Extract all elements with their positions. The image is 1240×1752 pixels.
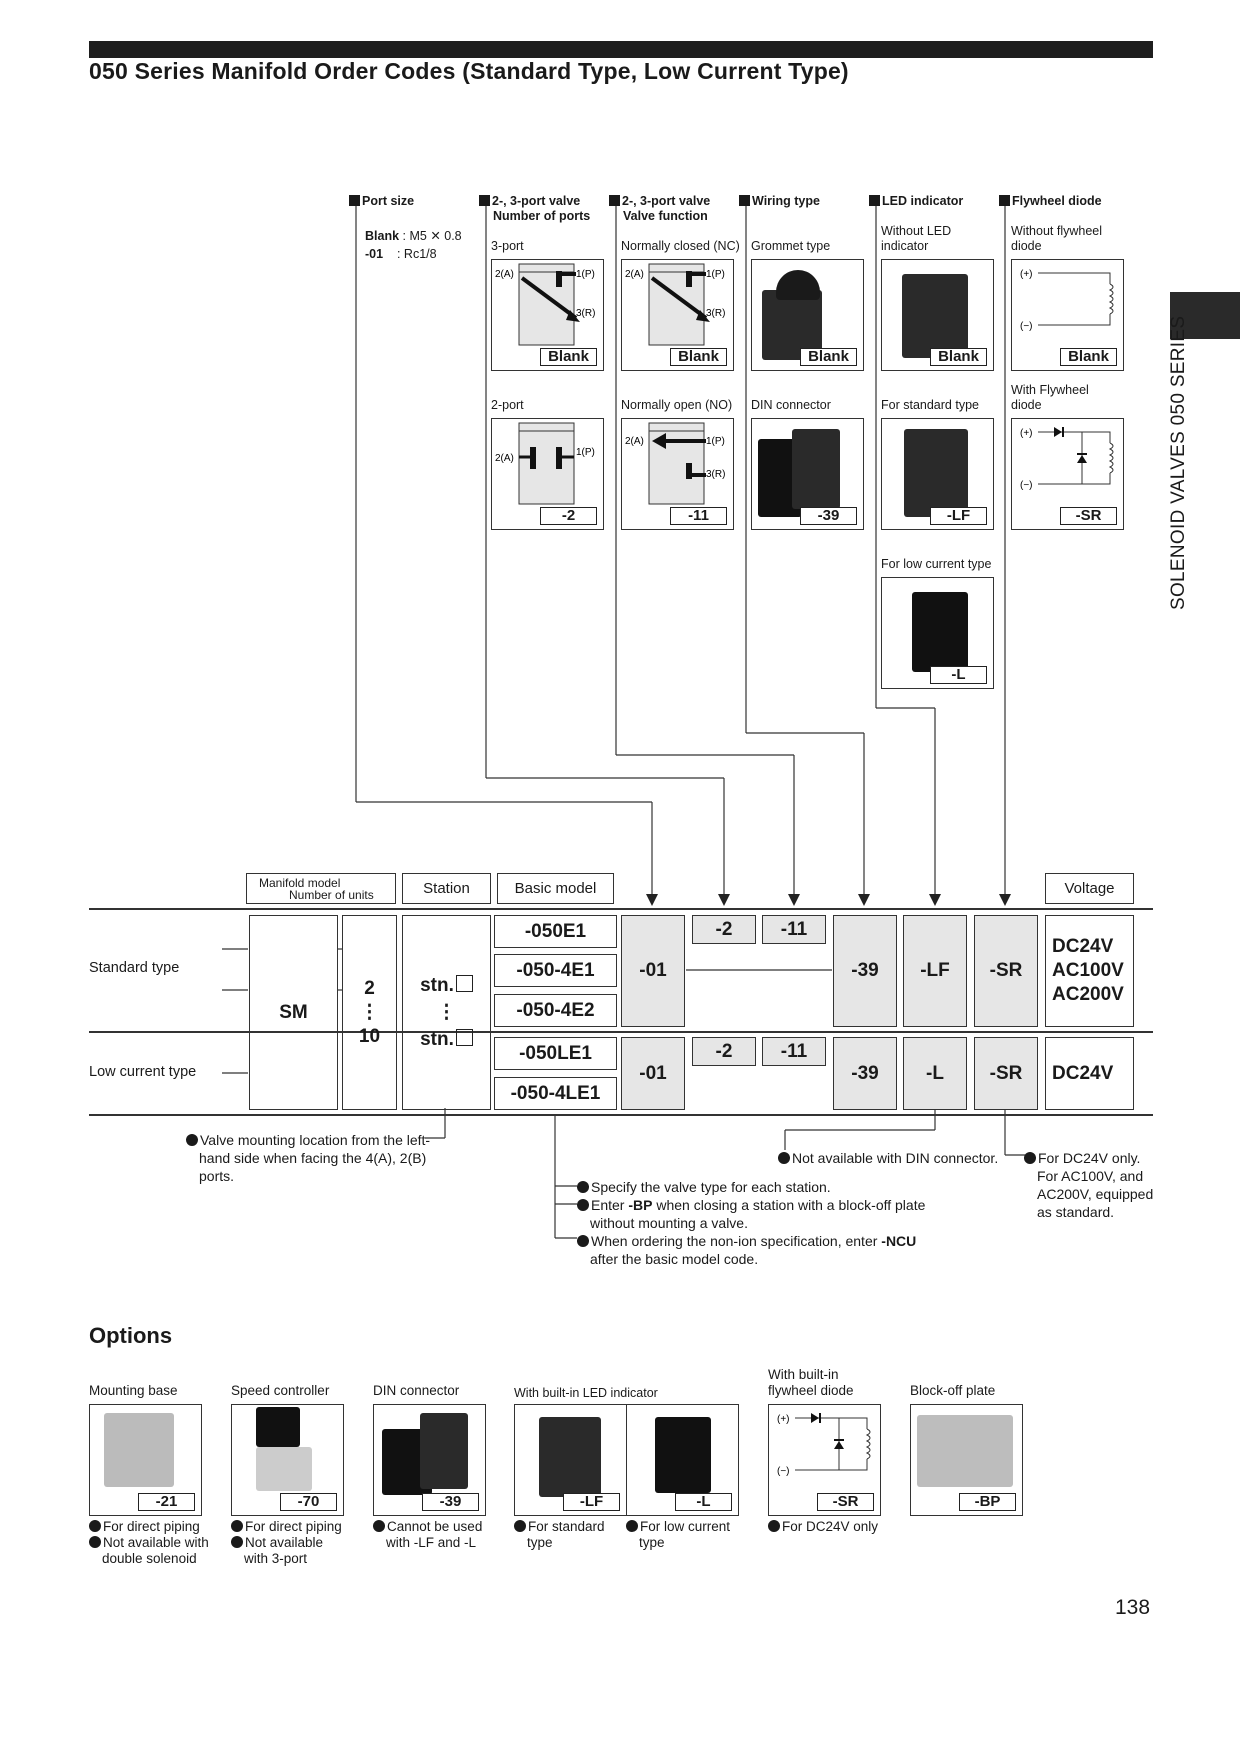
std-led: -LF xyxy=(903,915,967,1027)
square-bullet-icon xyxy=(999,195,1010,206)
hdr-manifold-model: Manifold model Number of units xyxy=(246,873,396,904)
low-port-size: -01 xyxy=(621,1037,685,1110)
square-bullet-icon xyxy=(739,195,750,206)
low-led: -L xyxy=(903,1037,967,1110)
diode-without-label: Without flywheel diode xyxy=(1011,224,1103,253)
bullet-icon xyxy=(89,1520,101,1532)
port-size-heading: Port size xyxy=(349,194,414,209)
page-number: 138 xyxy=(1115,1596,1151,1619)
svg-text:(+): (+) xyxy=(1020,269,1033,280)
function-no-code: -11 xyxy=(670,507,727,525)
diode-with-label: With Flywheel diode xyxy=(1011,383,1089,412)
bullet-icon xyxy=(514,1520,526,1532)
low-diode: -SR xyxy=(974,1037,1038,1110)
square-bullet-icon xyxy=(479,195,490,206)
model-050-4LE1: -050-4LE1 xyxy=(494,1077,617,1110)
option-mounting-base-code: -21 xyxy=(138,1493,195,1511)
hdr-voltage: Voltage xyxy=(1045,873,1134,904)
option-block-off-code: -BP xyxy=(959,1493,1016,1511)
ports-3-label: 3-port xyxy=(491,239,524,253)
option-mounting-base-notes: For direct piping Not available with double solenoid xyxy=(89,1519,209,1567)
led-standard-label: For standard type xyxy=(881,398,979,412)
port-a-label: 2(A) xyxy=(625,269,644,280)
port-r-label: 3(R) xyxy=(706,469,726,480)
hdr-basic-model: Basic model xyxy=(497,873,614,904)
led-standard-code: -LF xyxy=(930,507,987,525)
std-voltage: DC24V AC100V AC200V xyxy=(1045,915,1134,1027)
port-p-label: 1(P) xyxy=(706,436,725,447)
option-din-code: -39 xyxy=(422,1493,479,1511)
port-a-label: 2(A) xyxy=(625,436,644,447)
square-bullet-icon xyxy=(349,195,360,206)
note-mounting-location: Valve mounting location from the left- hand side when facing the 4(A), 2(B) ports. xyxy=(186,1131,430,1185)
option-diode-label: With built-in flywheel diode xyxy=(768,1367,854,1398)
option-diode-notes: For DC24V only xyxy=(768,1519,878,1535)
note-dc24v: For DC24V only. For AC100V, and AC200V, equipped as standard. xyxy=(1024,1149,1153,1221)
ports-2-label: 2-port xyxy=(491,398,524,412)
station-count: stn. ⋮ stn. xyxy=(402,915,491,1110)
std-wiring: -39 xyxy=(833,915,897,1027)
valve-led-low-icon xyxy=(912,592,968,672)
option-mounting-base-label: Mounting base xyxy=(89,1383,178,1398)
bullet-icon xyxy=(768,1520,780,1532)
model-050-4E2: -050-4E2 xyxy=(494,994,617,1027)
port-p-label: 1(P) xyxy=(576,269,595,280)
std-valve-function: -11 xyxy=(762,915,826,944)
bullet-icon xyxy=(89,1536,101,1548)
port-r-label: 3(R) xyxy=(706,308,726,319)
std-port-size: -01 xyxy=(621,915,685,1027)
bullet-icon xyxy=(373,1520,385,1532)
function-nc-label: Normally closed (NC) xyxy=(621,239,740,253)
bullet-icon xyxy=(577,1181,589,1193)
checkbox-square-icon xyxy=(456,975,473,992)
valve-body-icon xyxy=(420,1413,468,1489)
note-din: Not available with DIN connector. xyxy=(778,1149,998,1167)
std-number-of-ports: -2 xyxy=(692,915,756,944)
number-of-units: 2 ⋮ 10 xyxy=(342,915,397,1110)
block-off-plate-icon xyxy=(917,1415,1013,1487)
bullet-icon xyxy=(1024,1152,1036,1164)
function-heading: 2-, 3-port valve Valve function xyxy=(609,194,710,224)
manifold-sm: SM xyxy=(249,915,338,1110)
port-r-label: 3(R) xyxy=(576,308,596,319)
port-a-label: 2(A) xyxy=(495,269,514,280)
low-number-of-ports: -2 xyxy=(692,1037,756,1066)
ports-3-code: Blank xyxy=(540,348,597,366)
option-speed-controller-notes: For direct piping Not available with 3-port xyxy=(231,1519,342,1567)
speed-controller-body-icon xyxy=(256,1447,312,1491)
options-heading: Options xyxy=(89,1323,173,1348)
mounting-base-icon xyxy=(104,1413,174,1487)
model-050LE1: -050LE1 xyxy=(494,1037,617,1070)
valve-without-led-icon xyxy=(902,274,968,358)
option-led-low-code: -L xyxy=(675,1493,732,1511)
bullet-icon xyxy=(577,1235,589,1247)
port-size-option-blank: Blank : M5 ✕ 0.8 xyxy=(365,229,462,243)
bullet-icon xyxy=(577,1199,589,1211)
valve-body-icon xyxy=(792,429,840,509)
row-standard-label: Standard type xyxy=(89,960,180,976)
led-without-code: Blank xyxy=(930,348,987,366)
valve-led-standard-icon xyxy=(904,429,968,517)
square-bullet-icon xyxy=(869,195,880,206)
svg-text:(−): (−) xyxy=(1020,321,1033,332)
low-wiring: -39 xyxy=(833,1037,897,1110)
square-bullet-icon xyxy=(609,195,620,206)
diode-without-code: Blank xyxy=(1060,348,1117,366)
wiring-din-code: -39 xyxy=(800,507,857,525)
model-050-4E1: -050-4E1 xyxy=(494,954,617,987)
port-a-label: 2(A) xyxy=(495,453,514,464)
option-led-low-notes: For low current type xyxy=(626,1519,730,1551)
diode-heading: Flywheel diode xyxy=(999,194,1102,209)
diode-with-code: -SR xyxy=(1060,507,1117,525)
port-p-label: 1(P) xyxy=(706,269,725,280)
port-p-label: 1(P) xyxy=(576,447,595,458)
low-valve-function: -11 xyxy=(762,1037,826,1066)
checkbox-square-icon xyxy=(456,1029,473,1046)
svg-text:(+): (+) xyxy=(1020,428,1033,439)
low-voltage: DC24V xyxy=(1045,1037,1134,1110)
led-heading: LED indicator xyxy=(869,194,963,209)
bullet-icon xyxy=(778,1152,790,1164)
option-block-off-label: Block-off plate xyxy=(910,1383,996,1398)
ports-2-code: -2 xyxy=(540,507,597,525)
hdr-station: Station xyxy=(402,873,491,904)
function-no-label: Normally open (NO) xyxy=(621,398,733,412)
option-diode-code: -SR xyxy=(817,1493,874,1511)
function-nc-code: Blank xyxy=(670,348,727,366)
wiring-heading: Wiring type xyxy=(739,194,820,209)
model-050E1: -050E1 xyxy=(494,915,617,948)
wiring-grommet-code: Blank xyxy=(800,348,857,366)
row-low-label: Low current type xyxy=(89,1064,197,1080)
svg-text:(+): (+) xyxy=(777,1414,790,1425)
bullet-icon xyxy=(231,1520,243,1532)
option-din-notes: Cannot be used with -LF and -L xyxy=(373,1519,482,1551)
ports-heading: 2-, 3-port valve Number of ports xyxy=(479,194,590,224)
led-standard-valve-icon xyxy=(539,1417,601,1497)
option-led-standard-code: -LF xyxy=(563,1493,620,1511)
option-speed-controller-code: -70 xyxy=(280,1493,337,1511)
led-low-code: -L xyxy=(930,666,987,684)
coil-icon xyxy=(776,270,820,300)
option-din-label: DIN connector xyxy=(373,1383,460,1398)
led-low-valve-icon xyxy=(655,1417,711,1493)
led-low-label: For low current type xyxy=(881,557,992,571)
speed-controller-top-icon xyxy=(256,1407,300,1447)
led-without-label: Without LED indicator xyxy=(881,224,952,253)
option-speed-controller-label: Speed controller xyxy=(231,1383,330,1398)
note-specify: Specify the valve type for each station. Enter -BP when closing a station with a block-off plate without mounting a valve. When ordering the non-ion specification, enter -NCU after the basic model code. xyxy=(577,1178,925,1268)
bullet-icon xyxy=(626,1520,638,1532)
option-led-label: With built-in LED indicator xyxy=(514,1386,658,1400)
svg-text:(−): (−) xyxy=(1020,480,1033,491)
bullet-icon xyxy=(186,1134,198,1146)
side-label: SOLENOID VALVES 050 SERIES xyxy=(1168,315,1189,610)
port-size-option-01: -01 : Rc1/8 xyxy=(365,247,437,261)
bullet-icon xyxy=(231,1536,243,1548)
option-led-standard-notes: For standard type xyxy=(514,1519,605,1551)
std-diode: -SR xyxy=(974,915,1038,1027)
page-title: 050 Series Manifold Order Codes (Standard Type, Low Current Type) xyxy=(89,58,849,84)
wiring-din-label: DIN connector xyxy=(751,398,831,412)
wiring-grommet-label: Grommet type xyxy=(751,239,831,253)
svg-text:(−): (−) xyxy=(777,1466,790,1477)
